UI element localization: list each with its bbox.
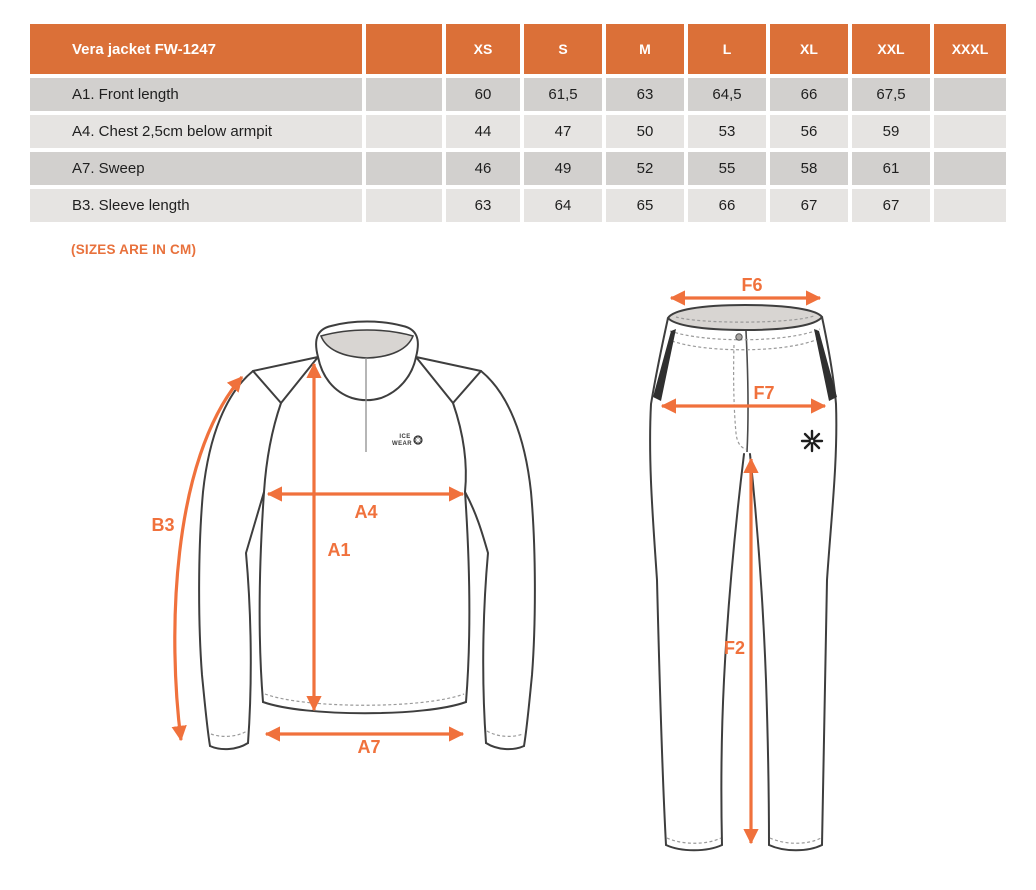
- a7-label: A7: [357, 737, 381, 757]
- cell-sweep-xs: 46: [446, 152, 520, 185]
- pants-waistband-stitch-lower: [672, 339, 818, 350]
- jacket-body-right-edge: [465, 492, 469, 702]
- cell-sleeve-xxl: 67: [852, 189, 930, 222]
- cell-sleeve-l: 66: [688, 189, 766, 222]
- cell-sleeve-xs: 63: [446, 189, 520, 222]
- cell-sweep-xxl: 61: [852, 152, 930, 185]
- cell-front-length-xxxl: [934, 78, 1006, 111]
- jacket-raglan-seam-left: [264, 403, 281, 492]
- a4-label: A4: [354, 502, 378, 522]
- cell-sweep-xl: 58: [770, 152, 848, 185]
- row-label-front-length: A1. Front length: [30, 78, 362, 111]
- cell-sweep-m: 52: [606, 152, 684, 185]
- cell-sweep-xxxl: [934, 152, 1006, 185]
- row-label-sweep: A7. Sweep: [30, 152, 362, 185]
- sizes-unit-note: (SIZES ARE IN CM): [71, 242, 197, 257]
- cell-chest-xxl: 59: [852, 115, 930, 148]
- cell-front-length-l: 64,5: [688, 78, 766, 111]
- cell-front-length-xl: 66: [770, 78, 848, 111]
- icewear-logo: [392, 434, 423, 447]
- jacket-shoulder-yoke-left: [253, 357, 318, 403]
- pants-right-pocket: [814, 329, 837, 401]
- snowflake-badge-icon: [413, 435, 422, 444]
- row-label-chest: A4. Chest 2,5cm below armpit: [30, 115, 362, 148]
- cell-sweep-l: 55: [688, 152, 766, 185]
- column-header-l: L: [688, 24, 766, 74]
- row-label-sleeve-length: B3. Sleeve length: [30, 189, 362, 222]
- jacket-hem-stitch: [265, 694, 464, 705]
- column-header-xxxl: XXXL: [934, 24, 1006, 74]
- cell-chest-xs: 44: [446, 115, 520, 148]
- f7-label: F7: [753, 383, 775, 403]
- cell-sleeve-xxxl: [934, 189, 1006, 222]
- cell-chest-l: 53: [688, 115, 766, 148]
- jacket-shoulder-yoke-right: [416, 357, 481, 403]
- table-title: Vera jacket FW-1247: [30, 24, 362, 74]
- jacket-body-left-edge: [260, 492, 264, 702]
- f6-label: F6: [741, 275, 763, 295]
- cell-sweep-s: 49: [524, 152, 602, 185]
- cell-sleeve-s: 64: [524, 189, 602, 222]
- a1-label: A1: [327, 540, 351, 560]
- jacket-left-cuff: [210, 743, 248, 749]
- column-header-s: S: [524, 24, 602, 74]
- size-guide-diagram: [0, 270, 1036, 890]
- pants-left-hem: [666, 845, 722, 850]
- cell-front-length-xxl: 67,5: [852, 78, 930, 111]
- snowflake-icon: [802, 431, 822, 451]
- logo-text-wear: WEAR: [392, 441, 412, 447]
- pants-left-pocket: [653, 329, 676, 401]
- table-header-spacer: [366, 24, 442, 74]
- jacket-raglan-seam-right: [453, 403, 466, 492]
- column-header-m: M: [606, 24, 684, 74]
- column-header-xs: XS: [446, 24, 520, 74]
- pants-button: [736, 334, 742, 340]
- cell-front-length-xs: 60: [446, 78, 520, 111]
- row-spacer: [366, 189, 442, 222]
- pants-right-hem: [769, 845, 822, 850]
- row-spacer: [366, 152, 442, 185]
- cell-front-length-m: 63: [606, 78, 684, 111]
- pants-fly-stitch: [734, 345, 746, 449]
- cell-chest-m: 50: [606, 115, 684, 148]
- column-header-xxl: XXL: [852, 24, 930, 74]
- size-chart-table: [30, 24, 1006, 222]
- pants-drawing: [650, 275, 837, 850]
- jacket-left-cuff-stitch: [211, 731, 247, 736]
- pants-right-inseam: [750, 454, 769, 845]
- row-spacer: [366, 115, 442, 148]
- cell-front-length-s: 61,5: [524, 78, 602, 111]
- pants-left-hem-stitch: [667, 838, 721, 843]
- cell-chest-s: 47: [524, 115, 602, 148]
- jacket-hem: [263, 702, 466, 713]
- pants-waist-opening: [668, 305, 822, 330]
- jacket-right-sleeve-outer: [481, 371, 535, 746]
- jacket-drawing: [151, 322, 534, 758]
- cell-sleeve-m: 65: [606, 189, 684, 222]
- jacket-right-cuff: [486, 743, 524, 749]
- logo-text-ice: ICE: [399, 434, 411, 440]
- b3-label: B3: [151, 515, 175, 535]
- cell-sleeve-xl: 67: [770, 189, 848, 222]
- jacket-right-cuff-stitch: [487, 731, 523, 736]
- cell-chest-xl: 56: [770, 115, 848, 148]
- b3-sleeve-arrow: [175, 377, 242, 740]
- cell-chest-xxxl: [934, 115, 1006, 148]
- row-spacer: [366, 78, 442, 111]
- column-header-xl: XL: [770, 24, 848, 74]
- f2-label: F2: [723, 638, 745, 658]
- jacket-left-sleeve-outer: [199, 371, 253, 746]
- pants-right-hem-stitch: [770, 838, 821, 843]
